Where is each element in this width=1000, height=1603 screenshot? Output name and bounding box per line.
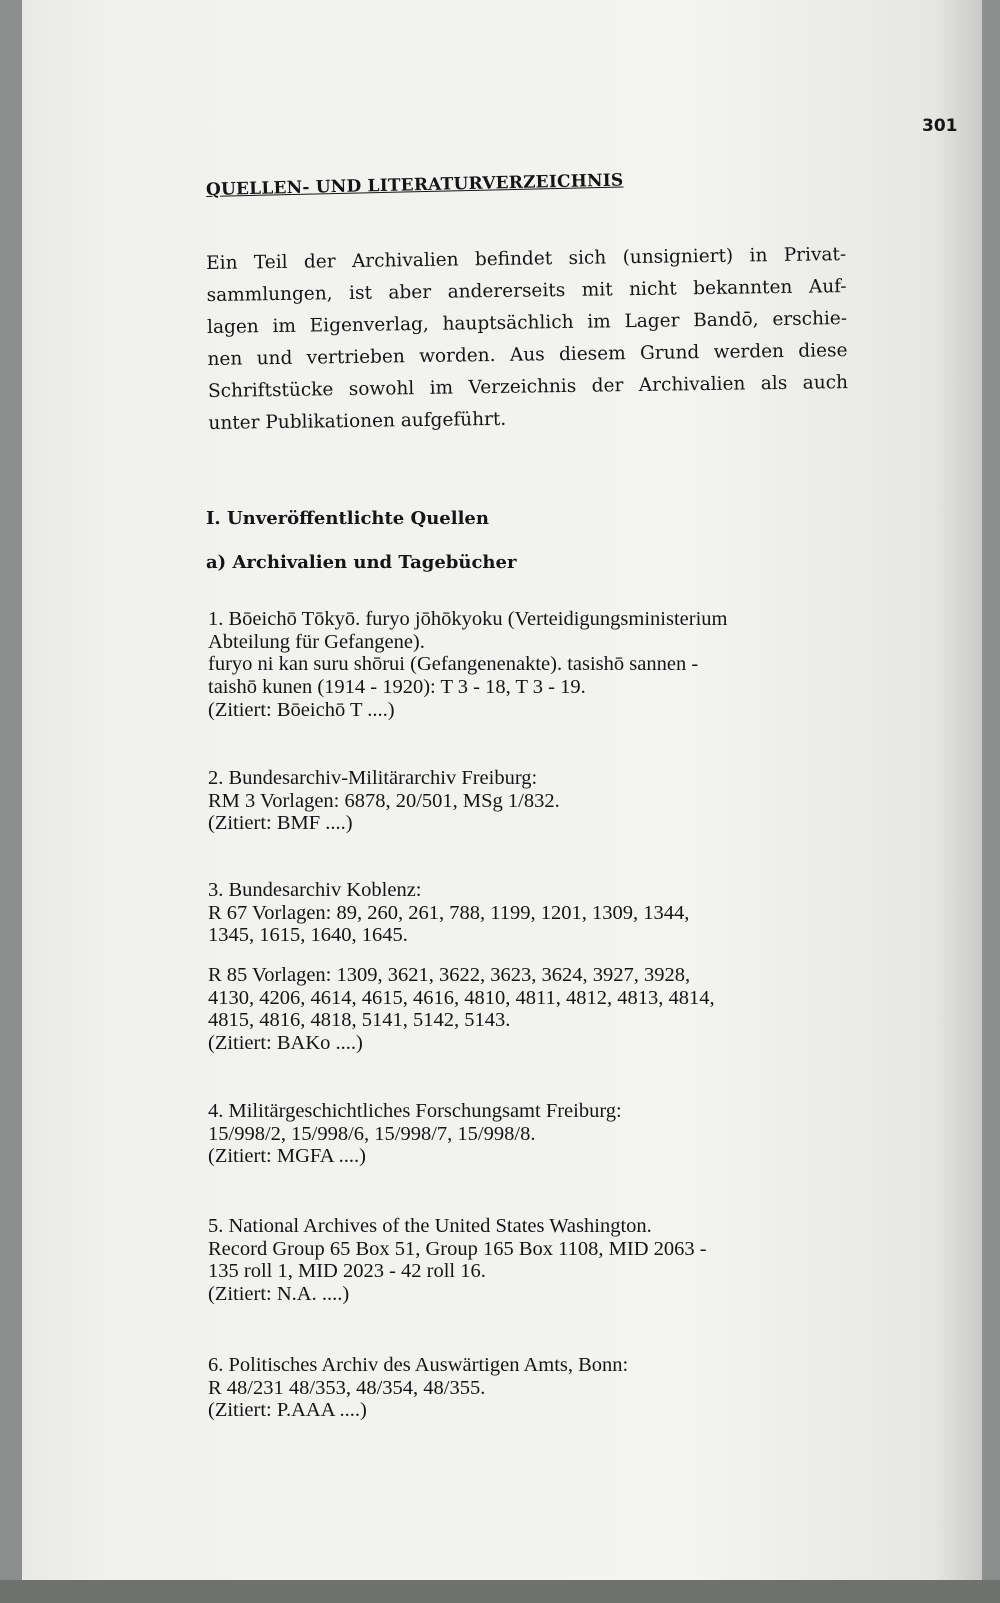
text-line: 4815, 4816, 4818, 5141, 5142, 5143. (208, 1009, 511, 1032)
text-line: nen und vertrieben worden. Aus diesem Grund werden diese (207, 340, 848, 370)
text-line: R 67 Vorlagen: 89, 260, 261, 788, 1199, 1201, 1309, 1344, (208, 901, 690, 924)
text-line: (Zitiert: P.AAA ....) (208, 1399, 367, 1422)
text-line: unter Publikationen aufgeführt. (208, 408, 507, 434)
subsection-heading: a) Archivalien und Tagebücher (206, 552, 517, 573)
text-line: 2. Bundesarchiv-Militärarchiv Freiburg: (208, 767, 538, 789)
archive-entry (208, 1100, 622, 1168)
text-line: 15/998/2, 15/998/6, 15/998/7, 15/998/8. (208, 1122, 536, 1145)
archive-entry (208, 1354, 628, 1422)
text-line: 3. Bundesarchiv Koblenz: (208, 879, 422, 901)
archive-entry (208, 767, 560, 835)
text-line: Record Group 65 Box 51, Group 165 Box 1108, MID 2063 - (208, 1237, 707, 1260)
text-line: lagen im Eigenverlag, hauptsächlich im Lager Bandō, erschie- (206, 308, 848, 338)
text-line: Ein Teil der Archivalien befindet sich (unsigniert) in Privat- (206, 244, 847, 274)
text-line: (Zitiert: N.A. ....) (208, 1283, 350, 1306)
text-line: (Zitiert: Bōeichō T ....) (208, 698, 395, 721)
archive-entry (208, 879, 689, 947)
text-line: 4130, 4206, 4614, 4615, 4616, 4810, 4811, 4812, 4813, 4814, (208, 986, 715, 1009)
text-line: R 85 Vorlagen: 1309, 3621, 3622, 3623, 3624, 3927, 3928, (208, 964, 691, 986)
text-line: (Zitiert: BAKo ....) (208, 1032, 363, 1055)
text-line: 5. National Archives of the United States Washington. (208, 1215, 652, 1237)
text-line: R 48/231 48/353, 48/354, 48/355. (208, 1376, 486, 1399)
page-title: QUELLEN- UND LITERATURVERZEICHNIS (205, 170, 624, 200)
text-line: 135 roll 1, MID 2023 - 42 roll 16. (208, 1260, 486, 1283)
text-line: 6. Politisches Archiv des Auswärtigen Amts, Bonn: (208, 1354, 629, 1376)
text-line: (Zitiert: BMF ....) (208, 812, 353, 835)
background-surface (0, 1580, 1000, 1603)
text-line: furyo ni kan suru shōrui (Gefangenenakte). tasishō sannen - (208, 653, 699, 676)
text-line: 4. Militärgeschichtliches Forschungsamt Freiburg: (208, 1100, 622, 1122)
archive-entry (208, 964, 715, 1055)
text-line: 1. Bōeichō Tōkyō. furyo jōhōkyoku (Verteidigungsministerium (208, 608, 728, 630)
text-line: RM 3 Vorlagen: 6878, 20/501, MSg 1/832. (208, 789, 560, 812)
text-line: 1345, 1615, 1640, 1645. (208, 924, 408, 947)
text-line: Schriftstücke sowohl im Verzeichnis der Archivalien als auch (207, 372, 849, 402)
archive-entry (208, 608, 727, 722)
archive-entry (208, 1215, 707, 1306)
text-line: sammlungen, ist aber andererseits mit nicht bekannten Auf- (206, 276, 847, 306)
text-line: Abteilung für Gefangene). (208, 630, 425, 653)
intro-paragraph (206, 239, 849, 440)
page-number: 301 (922, 116, 958, 136)
section-heading: I. Unveröffentlichte Quellen (206, 508, 489, 529)
text-line: taishō kunen (1914 - 1920): T 3 - 18, T 3 - 19. (208, 676, 586, 699)
text-line: (Zitiert: MGFA ....) (208, 1145, 366, 1168)
